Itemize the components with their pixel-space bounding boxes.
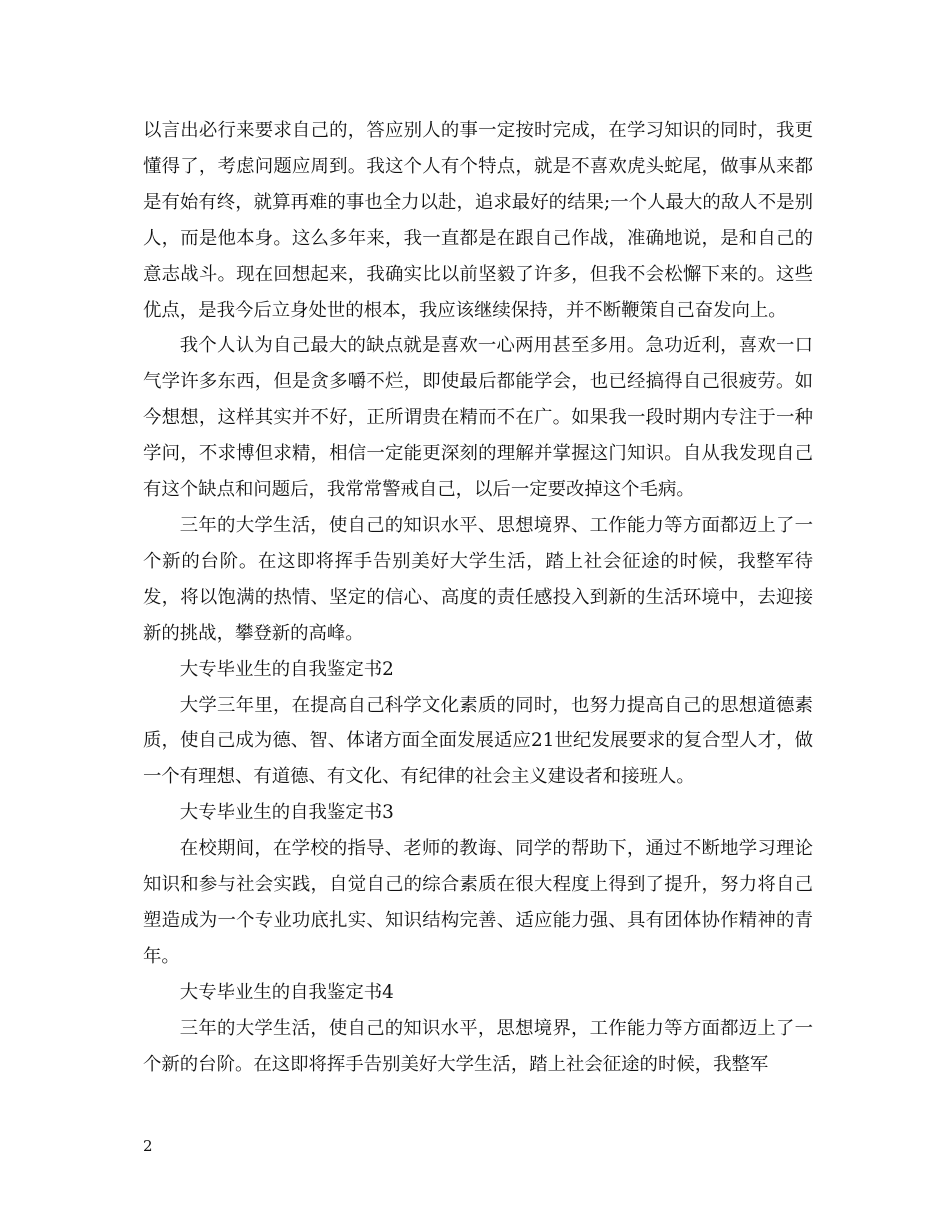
paragraph-5: 在校期间，在学校的指导、老师的教诲、同学的帮助下，通过不断地学习理论知识和参与社会实践，自觉自己的综合素质在很大程度上得到了提升，努力将自己塑造成为一个专业功底扎实、知识结构完善、适应能力强、具有团体协作精神的青年。 <box>143 838 813 967</box>
section-heading-2: 大专毕业生的自我鉴定书2 <box>179 658 394 680</box>
section-heading-4: 大专毕业生的自我鉴定书4 <box>179 981 394 1003</box>
paragraph-4: 大学三年里，在提高自己科学文化素质的同时，也努力提高自己的思想道德素质，使自己成为德、智、体诸方面全面发展适应21世纪发展要求的复合型人才，做一个有理想、有道德、有文化、有纪律的社会主义建设者和接班人。 <box>143 694 813 788</box>
paragraph-1: 以言出必行来要求自己的，答应别人的事一定按时完成，在学习知识的同时，我更懂得了，考虑问题应周到。我这个人有个特点，就是不喜欢虎头蛇尾，做事从来都是有始有终，就算再难的事也全力以赴，追求最好的结果;一个人最大的敌人不是别人，而是他本身。这么多年来，我一直都是在跟自己作战，准确地说，是和自己的意志战斗。现在回想起来，我确实比以前坚毅了许多，但我不会松懈下来的。这些优点，是我今后立身处世的根本，我应该继续保持，并不断鞭策自己奋发向上。 <box>143 120 813 321</box>
paragraph-3: 三年的大学生活，使自己的知识水平、思想境界、工作能力等方面都迈上了一个新的台阶。在这即将挥手告别美好大学生活，踏上社会征途的时候，我整军待发，将以饱满的热情、坚定的信心、高度的责任感投入到新的生活环境中，去迎接新的挑战，攀登新的高峰。 <box>143 514 813 644</box>
paragraph-6: 三年的大学生活，使自己的知识水平，思想境界，工作能力等方面都迈上了一个新的台阶。在这即将挥手告别美好大学生活，踏上社会征途的时候，我整军 <box>143 1017 813 1075</box>
paragraph-2: 我个人认为自己最大的缺点就是喜欢一心两用甚至多用。急功近利，喜欢一口气学许多东西，但是贪多嚼不烂，即使最后都能学会，也已经搞得自己很疲劳。如今想想，这样其实并不好，正所谓贵在精而不在广。如果我一段时期内专注于一种学问，不求博但求精，相信一定能更深刻的理解并掌握这门知识。自从我发现自己有这个缺点和问题后，我常常警戒自己，以后一定要改掉这个毛病。 <box>143 335 813 501</box>
document-body <box>143 113 813 1082</box>
section-heading-3: 大专毕业生的自我鉴定书3 <box>179 802 394 824</box>
page-number: 2 <box>143 1137 153 1155</box>
